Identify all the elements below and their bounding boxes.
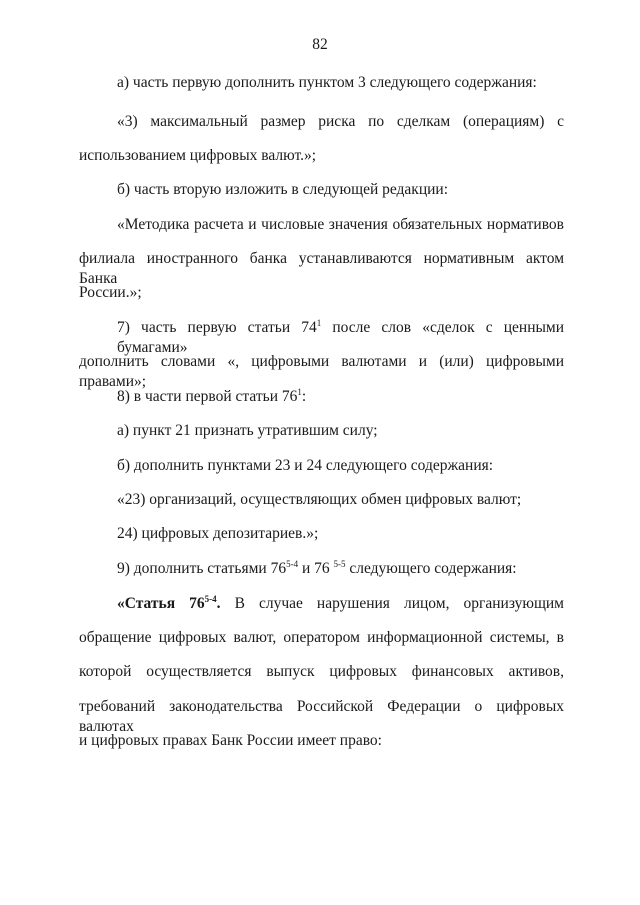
paragraph-line: требований законодательства Российской Федерации о цифровых валютах (79, 698, 564, 735)
paragraph-line: «23) организаций, осуществляющих обмен цифровых валют; (117, 491, 522, 508)
paragraph-line: России.»; (79, 284, 142, 301)
text-run: после слов «сделок с ценными бумагами» (117, 319, 565, 356)
paragraph-line: «Методика расчета и числовые значения обязательных нормативов (117, 216, 564, 233)
text-run: . (216, 595, 221, 612)
paragraph-line (117, 594, 564, 614)
text-run: следующего содержания: (345, 560, 517, 577)
paragraph-line: б) часть вторую изложить в следующей редакции: (117, 181, 449, 198)
text-run: 8) в части первой статьи 76 (117, 388, 298, 405)
superscript: 1 (316, 318, 322, 328)
paragraph-line: филиала иностранного банка устанавливаются нормативным актом Банка (79, 250, 564, 287)
article-heading (117, 595, 221, 612)
paragraph-line: «3) максимальный размер риска по сделкам (операциям) с (117, 113, 564, 130)
text-run: 7) часть первую статьи 74 (117, 319, 317, 336)
text-run: 9) дополнить статьями 76 (117, 560, 287, 577)
page-number: 82 (312, 36, 328, 53)
paragraph-line: использованием цифровых валют.»; (79, 147, 317, 164)
text-run: и 76 (298, 560, 334, 577)
text-run: В случае нарушения лицом, организующим (220, 595, 564, 612)
paragraph-line: которой осуществляется выпуск цифровых финансовых активов, (79, 663, 564, 680)
text-run: «Статья 76 (117, 595, 205, 612)
superscript: 5-4 (286, 559, 299, 569)
paragraph-line (117, 387, 306, 407)
superscript: 5-5 (333, 559, 346, 569)
paragraph-line: дополнить словами «, цифровыми валютами и (или) цифровыми правами»; (79, 353, 564, 390)
text-run: : (301, 388, 307, 405)
paragraph-line: 24) цифровых депозитариев.»; (117, 525, 319, 542)
paragraph-line: а) часть первую дополнить пунктом 3 следующего содержания: (117, 74, 537, 91)
paragraph-line (117, 559, 517, 579)
paragraph-line: а) пункт 21 признать утратившим силу; (117, 422, 378, 439)
superscript: 5-4 (204, 594, 217, 604)
paragraph-line: обращение цифровых валют, оператором информационной системы, в (79, 629, 564, 646)
superscript: 1 (297, 387, 302, 397)
paragraph-line: б) дополнить пунктами 23 и 24 следующего содержания: (117, 457, 494, 474)
paragraph-line: и цифровых правах Банк России имеет право: (79, 732, 382, 749)
